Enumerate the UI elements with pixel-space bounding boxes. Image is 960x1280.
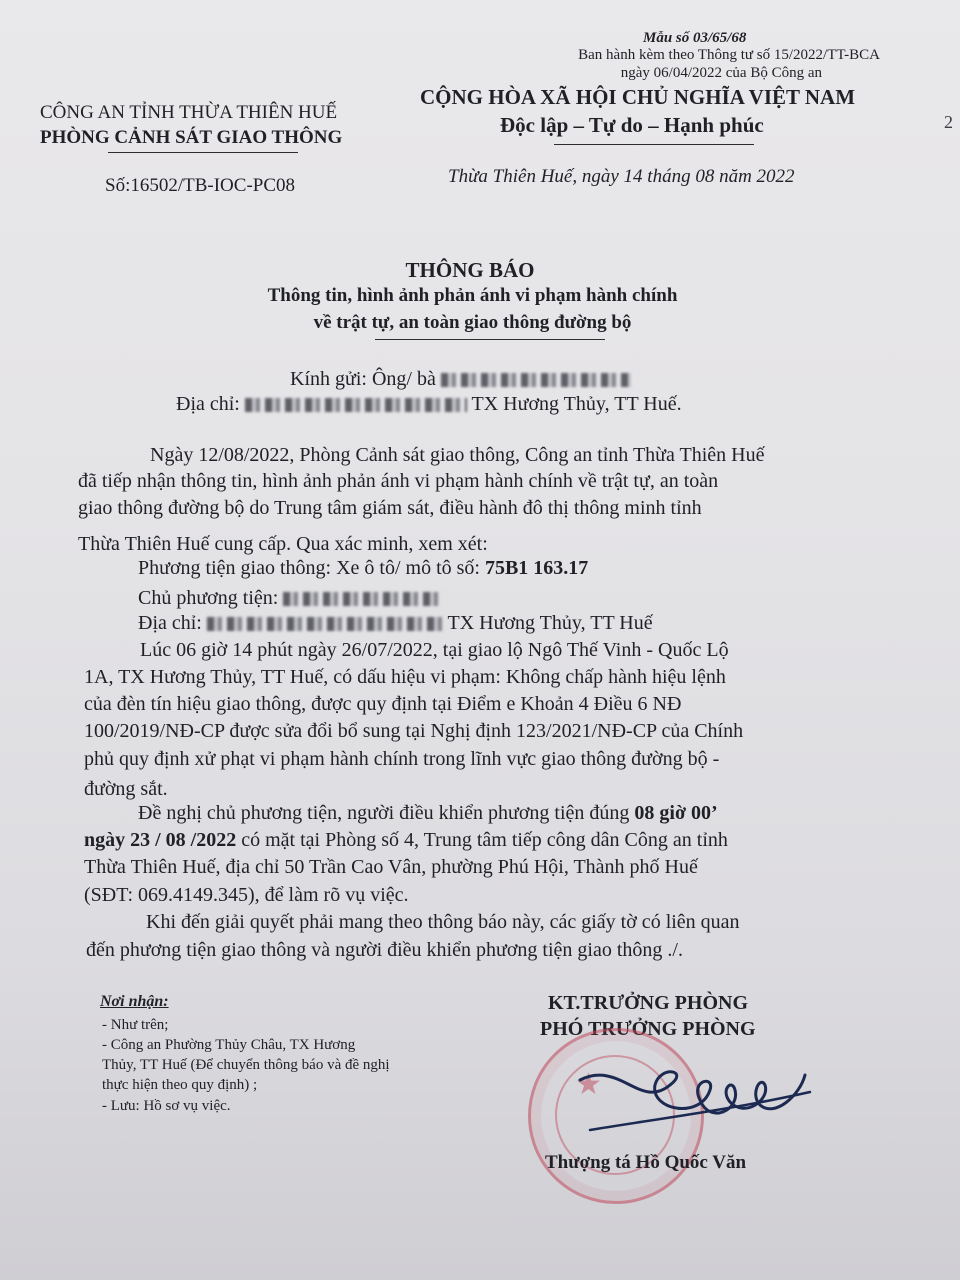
address-label: Địa chỉ: bbox=[176, 393, 240, 415]
para1-line3: giao thông đường bộ do Trung tâm giám sát, điều hành đô thị thông minh tỉnh bbox=[78, 497, 702, 519]
document-number: Số:16502/TB-IOC-PC08 bbox=[105, 175, 296, 196]
para1-line4: Thừa Thiên Huế cung cấp. Qua xác minh, xem xét: bbox=[78, 533, 488, 555]
recipient-2-line2: Thủy, TT Huế (Để chuyển thông báo và đề nghị bbox=[102, 1057, 390, 1073]
handwritten-signature bbox=[560, 1040, 820, 1150]
para1-line2: đã tiếp nhận thông tin, hình ảnh phản ánh vi phạm hành chính về trật tự, an toàn bbox=[78, 470, 719, 492]
issued-with-note bbox=[530, 46, 880, 82]
owner-address-label: Địa chỉ: bbox=[138, 612, 202, 634]
para2-line2: 1A, TX Hương Thủy, TT Huế, có dấu hiệu vi phạm: Không chấp hành hiệu lệnh bbox=[84, 666, 726, 688]
para2-line5: phủ quy định xử phạt vi phạm hành chính trong lĩnh vực giao thông đường bộ - bbox=[84, 748, 720, 770]
redacted-address bbox=[245, 398, 467, 412]
owner-address-tail: TX Hương Thủy, TT Huế bbox=[447, 612, 653, 634]
vehicle-label: Phương tiện giao thông: Xe ô tô/ mô tô số: bbox=[138, 557, 480, 579]
redacted-name bbox=[441, 373, 631, 387]
recipient-2-line3: thực hiện theo quy định) ; bbox=[102, 1077, 258, 1093]
national-motto: Độc lập – Tự do – Hạnh phúc bbox=[500, 113, 764, 137]
redacted-owner-address bbox=[207, 617, 443, 631]
para4-line2: đến phương tiện giao thông và người điều khiển phương tiện giao thông ./. bbox=[86, 939, 683, 961]
document-subtitle-2: về trật tự, an toàn giao thông đường bộ bbox=[313, 312, 632, 333]
form-number: Mẫu số 03/65/68 bbox=[643, 30, 747, 46]
motto-underline bbox=[554, 144, 754, 145]
owner-label: Chủ phương tiện: bbox=[138, 587, 279, 609]
agency-parent: CÔNG AN TỈNH THỪA THIÊN HUẾ bbox=[40, 102, 338, 123]
recipient-3: - Lưu: Hồ sơ vụ việc. bbox=[102, 1098, 231, 1114]
stamp-star-icon: ★ bbox=[575, 1068, 602, 1101]
para2-line1: Lúc 06 giờ 14 phút ngày 26/07/2022, tại giao lộ Ngô Thế Vinh - Quốc Lộ bbox=[140, 639, 729, 661]
para4-line1: Khi đến giải quyết phải mang theo thông báo này, các giấy tờ có liên quan bbox=[146, 911, 740, 933]
agency-name: PHÒNG CẢNH SÁT GIAO THÔNG bbox=[40, 127, 343, 148]
para2-line3: của đèn tín hiệu giao thông, được quy định tại Điểm e Khoản 4 Điều 6 NĐ bbox=[84, 693, 682, 715]
para3-line1-text: Đề nghị chủ phương tiện, người điều khiển phương tiện đúng bbox=[138, 802, 630, 824]
place-and-date: Thừa Thiên Huế, ngày 14 tháng 08 năm 2022 bbox=[448, 166, 795, 187]
recipients-title: Nơi nhận: bbox=[100, 993, 169, 1010]
para3-line2 bbox=[84, 829, 728, 852]
para1-line1: Ngày 12/08/2022, Phòng Cảnh sát giao thông, Công an tỉnh Thừa Thiên Huế bbox=[150, 444, 765, 466]
signer-name: Thượng tá Hồ Quốc Văn bbox=[545, 1152, 747, 1173]
issued-with-line-1: Ban hành kèm theo Thông tư số 15/2022/TT-BCA bbox=[578, 47, 880, 63]
para3-line1 bbox=[138, 802, 718, 825]
issued-with-line-2: ngày 06/04/2022 của Bộ Công an bbox=[620, 65, 822, 81]
owner-line bbox=[138, 587, 443, 610]
subtitle-underline bbox=[375, 339, 605, 340]
greeting-label: Kính gửi: Ông/ bà bbox=[290, 368, 436, 390]
recipient-2-line1: - Công an Phường Thủy Châu, TX Hương bbox=[102, 1037, 356, 1053]
appointment-date: ngày 23 / 08 /2022 bbox=[84, 829, 237, 851]
greeting-line bbox=[290, 368, 631, 391]
recipient-address-line bbox=[176, 393, 682, 416]
document-subtitle-1: Thông tin, hình ảnh phản ánh vi phạm hành chính bbox=[267, 285, 678, 306]
para3-line2-text: có mặt tại Phòng số 4, Trung tâm tiếp công dân Công an tỉnh bbox=[241, 829, 728, 851]
vehicle-line bbox=[138, 557, 588, 580]
redacted-owner bbox=[283, 592, 443, 606]
agency-underline bbox=[108, 152, 298, 153]
para3-line4: (SĐT: 069.4149.345), để làm rõ vụ việc. bbox=[84, 884, 409, 906]
recipient-1: - Như trên; bbox=[102, 1017, 169, 1033]
owner-address-line bbox=[138, 612, 653, 635]
para2-line6: đường sắt. bbox=[84, 778, 168, 800]
edge-artifact: 2 bbox=[944, 112, 953, 132]
document-title: THÔNG BÁO bbox=[405, 258, 535, 282]
address-tail: TX Hương Thủy, TT Huế. bbox=[471, 393, 682, 415]
nation-name: CỘNG HÒA XÃ HỘI CHỦ NGHĨA VIỆT NAM bbox=[420, 85, 856, 109]
appointment-time: 08 giờ 00’ bbox=[634, 802, 718, 824]
vehicle-plate: 75B1 163.17 bbox=[484, 557, 589, 579]
signature-title-2: PHÓ TRƯỞNG PHÒNG bbox=[540, 1018, 756, 1040]
para3-line3: Thừa Thiên Huế, địa chỉ 50 Trần Cao Vân, phường Phú Hội, Thành phố Huế bbox=[84, 856, 698, 878]
signature-title-1: KT.TRƯỞNG PHÒNG bbox=[548, 992, 748, 1014]
para2-line4: 100/2019/NĐ-CP được sửa đổi bổ sung tại Nghị định 123/2021/NĐ-CP của Chính bbox=[84, 720, 744, 742]
